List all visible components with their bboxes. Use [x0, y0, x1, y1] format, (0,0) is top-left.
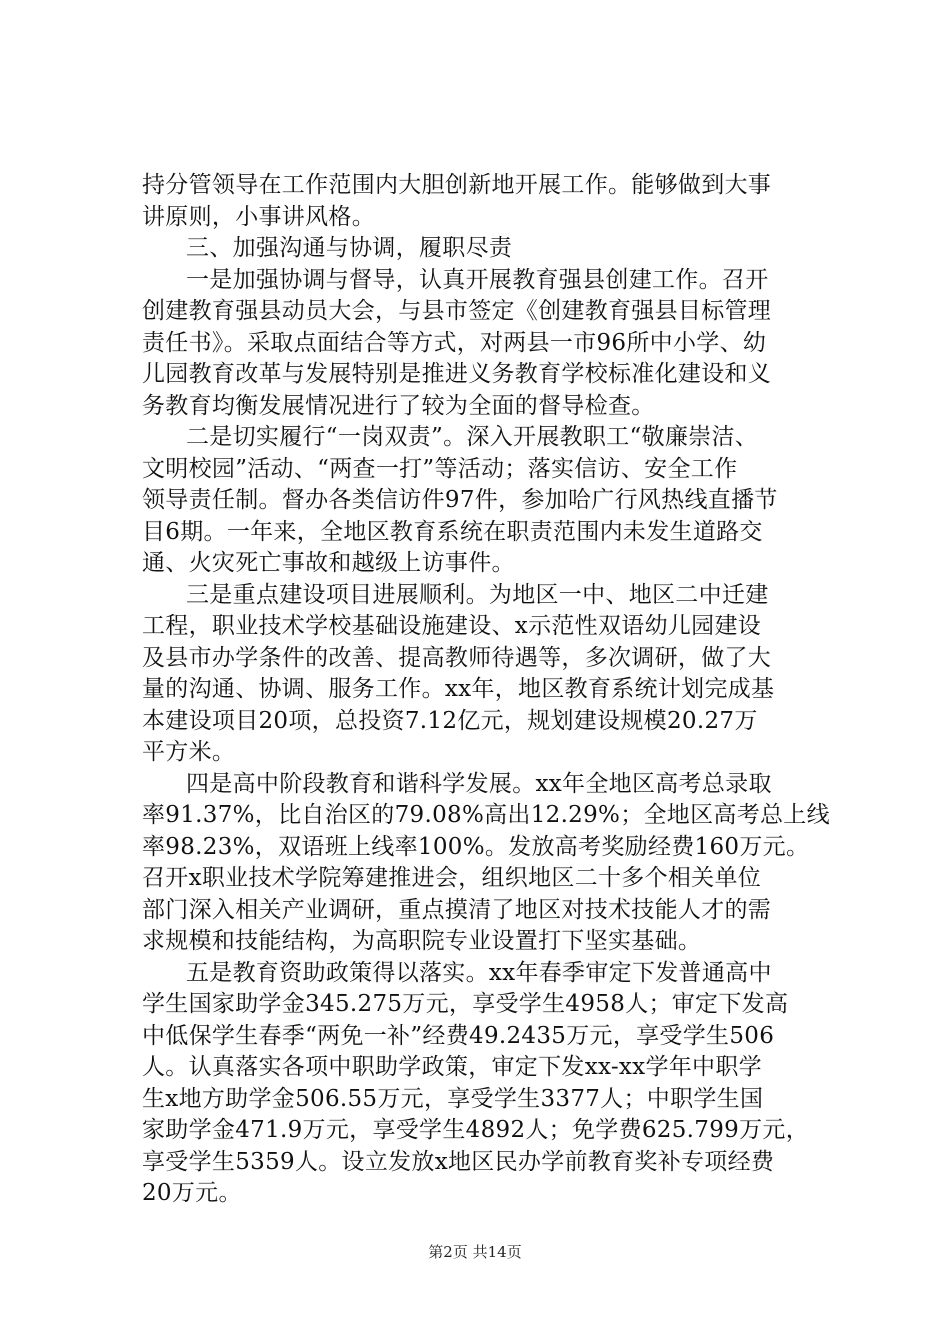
text-line: 务教育均衡发展情况进行了较为全面的督导检查。 — [142, 392, 655, 419]
text-line: 儿园教育改革与发展特别是推进义务教育学校标准化建设和义 — [142, 361, 772, 387]
text-line: 部门深入相关产业调研，重点摸清了地区对技术技能人才的需 — [142, 896, 772, 923]
text-line: 及县市办学条件的改善、提高教师待遇等，多次调研，做了大 — [142, 644, 772, 671]
page-number-footer: 第2页 共14页 — [428, 1243, 522, 1261]
paragraph-start: 三是重点建设项目进展顺利。为地区一中、地区二中迁建 — [186, 581, 769, 608]
text-line: 求规模和技能结构，为高职院专业设置打下坚实基础。 — [142, 928, 702, 954]
text-line: 创建教育强县动员大会，与县市签定《创建教育强县目标管理 — [142, 298, 772, 324]
text-line: 家助学金471.9万元，享受学生4892人；免学费625.799万元， — [142, 1117, 809, 1143]
text-line: 人。认真落实各项中职助学政策，审定下发xx-xx学年中职学 — [142, 1054, 762, 1080]
text-line: 本建设项目20项，总投资7.12亿元，规划建设规模20.27万 — [142, 707, 758, 734]
paragraph-start: 二是切实履行“一岗双责”。深入开展教职工“敬廉崇洁、 — [186, 424, 759, 450]
text-line: 享受学生5359人。设立发放x地区民办学前教育奖补专项经费 — [142, 1148, 775, 1175]
paragraph-start: 四是高中阶段教育和谐科学发展。xx年全地区高考总录取 — [186, 770, 772, 797]
text-line: 20万元。 — [142, 1180, 242, 1206]
text-line: 率91.37%，比自治区的79.08%高出12.29%；全地区高考总上线 — [142, 802, 830, 828]
text-line: 目6期。一年来，全地区教育系统在职责范围内未发生道路交 — [142, 518, 763, 545]
text-line: 领导责任制。督办各类信访件97件，参加哈广行风热线直播节 — [142, 487, 778, 513]
text-line: 量的沟通、协调、服务工作。xx年，地区教育系统计划完成基 — [142, 676, 775, 702]
text-line: 文明校园”活动、“两查一打”等活动；落实信访、安全工作 — [142, 455, 738, 482]
paragraph-start: 一是加强协调与督导，认真开展教育强县创建工作。召开 — [186, 266, 769, 293]
text-line: 召开x职业技术学院筹建推进会，组织地区二十多个相关单位 — [142, 865, 762, 891]
text-line: 率98.23%，双语班上线率100%。发放高考奖励经费160万元。 — [142, 833, 810, 860]
text-line: 责任书》。采取点面结合等方式，对两县一市96所中小学、幼 — [142, 329, 767, 356]
text-line: 平方米。 — [142, 739, 236, 765]
text-line: 通、火灾死亡事故和越级上访事件。 — [142, 550, 515, 576]
text-line: 中低保学生春季“两免一补”经费49.2435万元，享受学生506 — [142, 1022, 775, 1049]
paragraph-start: 五是教育资助政策得以落实。xx年春季审定下发普通高中 — [186, 959, 772, 986]
text-line: 学生国家助学金345.275万元，享受学生4958人；审定下发高 — [142, 991, 789, 1017]
section-heading: 三、加强沟通与协调，履职尽责 — [186, 235, 513, 261]
text-line: 讲原则，小事讲风格。 — [142, 203, 375, 230]
text-line: 持分管领导在工作范围内大胆创新地开展工作。能够做到大事 — [142, 172, 772, 198]
document-body — [142, 170, 842, 1210]
text-line: 生x地方助学金506.55万元，享受学生3377人；中职学生国 — [142, 1085, 764, 1112]
text-line: 工程，职业技术学校基础设施建设、x示范性双语幼儿园建设 — [142, 613, 762, 639]
